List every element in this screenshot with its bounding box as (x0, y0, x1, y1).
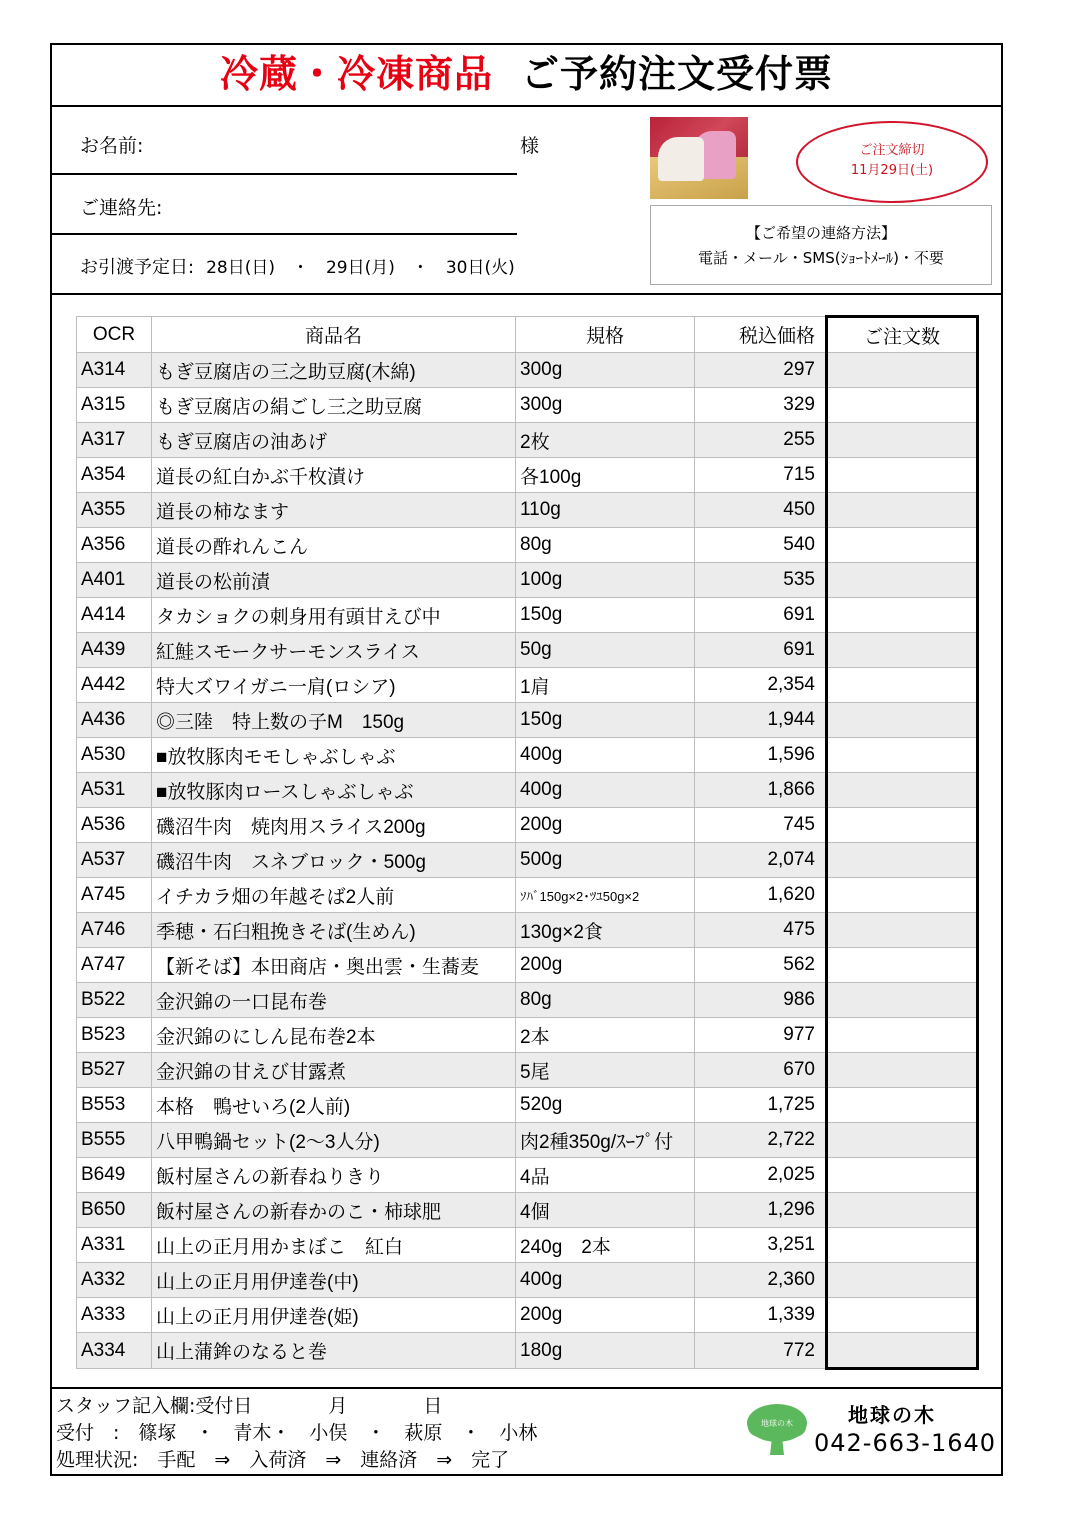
spec-cell: 500g (516, 843, 695, 878)
product-name-cell: 本格 鴨せいろ(2人前) (152, 1088, 516, 1123)
spec-cell: 300g (516, 353, 695, 388)
spec-cell: 200g (516, 948, 695, 983)
spec-cell: 180g (516, 1333, 695, 1369)
spec-cell: 400g (516, 773, 695, 808)
ocr-cell: A536 (77, 808, 152, 843)
quantity-input[interactable] (827, 1193, 978, 1228)
product-name-cell: 紅鮭スモークサーモンスライス (152, 633, 516, 668)
quantity-input[interactable] (827, 423, 978, 458)
ocr-cell: B527 (77, 1053, 152, 1088)
ocr-cell: A746 (77, 913, 152, 948)
product-name-cell: 飯村屋さんの新春かのこ・柿球肥 (152, 1193, 516, 1228)
table-row (77, 493, 978, 528)
ocr-cell: A439 (77, 633, 152, 668)
quantity-input[interactable] (827, 913, 978, 948)
product-name-cell: 山上の正月用伊達巻(中) (152, 1263, 516, 1298)
product-name-cell: 金沢錦のにしん昆布巻2本 (152, 1018, 516, 1053)
price-cell: 986 (695, 983, 827, 1018)
header-name: 商品名 (152, 317, 516, 353)
spec-cell: ｿﾊﾞ150g×2･ﾂﾕ50g×2 (516, 878, 695, 913)
quantity-input[interactable] (827, 808, 978, 843)
table-row (77, 878, 978, 913)
product-name-cell: ◎三陸 特上数の子M 150g (152, 703, 516, 738)
quantity-input[interactable] (827, 1298, 978, 1333)
table-row (77, 1088, 978, 1123)
contact-method-box (650, 205, 992, 285)
price-cell: 1,596 (695, 738, 827, 773)
price-cell: 329 (695, 388, 827, 423)
table-row (77, 353, 978, 388)
spec-cell: 150g (516, 598, 695, 633)
quantity-input[interactable] (827, 493, 978, 528)
delivery-dates[interactable]: 28日(日) ・ 29日(月) ・ 30日(火) (206, 258, 515, 278)
spec-cell: 110g (516, 493, 695, 528)
product-name-cell: 飯村屋さんの新春ねりきり (152, 1158, 516, 1193)
product-name-cell: もぎ豆腐店の三之助豆腐(木綿) (152, 353, 516, 388)
product-name-cell: 磯沼牛肉 スネブロック・500g (152, 843, 516, 878)
spec-cell: 4個 (516, 1193, 695, 1228)
quantity-input[interactable] (827, 353, 978, 388)
staff-receivers: 受付 : 篠塚 ・ 青木・ 小俣 ・ 萩原 ・ 小林 (56, 1422, 538, 1444)
product-name-cell: タカショクの刺身用有頭甘えび中 (152, 598, 516, 633)
title-black-part: ご予約注文受付票 (521, 52, 834, 96)
product-name-cell: 特大ズワイガニ一肩(ロシア) (152, 668, 516, 703)
spec-cell: 4品 (516, 1158, 695, 1193)
spec-cell: 2本 (516, 1018, 695, 1053)
spec-cell: 520g (516, 1088, 695, 1123)
order-form (50, 43, 1003, 1476)
ocr-cell: B649 (77, 1158, 152, 1193)
name-label: お名前: (80, 135, 144, 157)
spec-cell: 2枚 (516, 423, 695, 458)
ocr-cell: A531 (77, 773, 152, 808)
ocr-cell: A745 (77, 878, 152, 913)
price-cell: 2,354 (695, 668, 827, 703)
ocr-cell: A333 (77, 1298, 152, 1333)
quantity-input[interactable] (827, 878, 978, 913)
table-row (77, 738, 978, 773)
table-row (77, 633, 978, 668)
quantity-input[interactable] (827, 388, 978, 423)
product-name-cell: 山上の正月用伊達巻(姫) (152, 1298, 516, 1333)
quantity-input[interactable] (827, 1158, 978, 1193)
price-cell: 1,620 (695, 878, 827, 913)
table-row (77, 388, 978, 423)
quantity-input[interactable] (827, 1228, 978, 1263)
price-cell: 745 (695, 808, 827, 843)
product-name-cell: 金沢錦の甘えび甘露煮 (152, 1053, 516, 1088)
price-cell: 1,725 (695, 1088, 827, 1123)
staff-section (56, 1393, 537, 1474)
photo-white-kamaboko (658, 137, 704, 181)
quantity-input[interactable] (827, 1123, 978, 1158)
spec-cell: 1肩 (516, 668, 695, 703)
spec-cell: 130g×2食 (516, 913, 695, 948)
ocr-cell: A747 (77, 948, 152, 983)
price-cell: 2,025 (695, 1158, 827, 1193)
brand-phone: 042-663-1640 (814, 1429, 997, 1457)
quantity-input[interactable] (827, 668, 978, 703)
price-cell: 1,866 (695, 773, 827, 808)
price-cell: 297 (695, 353, 827, 388)
product-name-cell: 道長の紅白かぶ千枚漬け (152, 458, 516, 493)
product-name-cell: 季穂・石臼粗挽きそば(生めん) (152, 913, 516, 948)
logo-text: 地球の木 (761, 1419, 793, 1428)
spec-cell: 150g (516, 703, 695, 738)
ocr-cell: B553 (77, 1088, 152, 1123)
product-name-cell: 山上蒲鉾のなると巻 (152, 1333, 516, 1369)
table-row (77, 458, 978, 493)
spec-cell: 200g (516, 1298, 695, 1333)
table-row (77, 1263, 978, 1298)
header-spec: 規格 (516, 317, 695, 353)
spec-cell: 肉2種350g/ｽｰﾌﾟ付 (516, 1123, 695, 1158)
product-table (76, 315, 979, 1370)
table-row (77, 1018, 978, 1053)
spec-cell: 400g (516, 1263, 695, 1298)
ocr-cell: A332 (77, 1263, 152, 1298)
table-row (77, 1053, 978, 1088)
contact-method-title: 【ご希望の連絡方法】 (745, 224, 896, 242)
table-row (77, 808, 978, 843)
product-name-cell: 道長の柿なます (152, 493, 516, 528)
quantity-input[interactable] (827, 1088, 978, 1123)
ocr-cell: A355 (77, 493, 152, 528)
quantity-input[interactable] (827, 458, 978, 493)
price-cell: 2,360 (695, 1263, 827, 1298)
quantity-input[interactable] (827, 1333, 978, 1369)
ocr-cell: A317 (77, 423, 152, 458)
product-name-cell: イチカラ畑の年越そば2人前 (152, 878, 516, 913)
table-row (77, 773, 978, 808)
price-cell: 450 (695, 493, 827, 528)
table-row (77, 528, 978, 563)
price-cell: 691 (695, 633, 827, 668)
ocr-cell: B523 (77, 1018, 152, 1053)
table-row (77, 423, 978, 458)
ocr-cell: A314 (77, 353, 152, 388)
price-cell: 977 (695, 1018, 827, 1053)
quantity-input[interactable] (827, 1053, 978, 1088)
staff-footer (52, 1387, 1001, 1476)
quantity-input[interactable] (827, 598, 978, 633)
spec-cell: 各100g (516, 458, 695, 493)
table-row (77, 668, 978, 703)
product-name-cell: 道長の松前漬 (152, 563, 516, 598)
product-name-cell: もぎ豆腐店の絹ごし三之助豆腐 (152, 388, 516, 423)
ocr-cell: A530 (77, 738, 152, 773)
price-cell: 540 (695, 528, 827, 563)
table-row (77, 1123, 978, 1158)
table-row (77, 948, 978, 983)
price-cell: 535 (695, 563, 827, 598)
price-cell: 1,944 (695, 703, 827, 738)
product-name-cell: 【新そば】本田商店・奥出雲・生蕎麦 (152, 948, 516, 983)
ocr-cell: A334 (77, 1333, 152, 1369)
table-header-row (77, 317, 978, 353)
ocr-cell: A354 (77, 458, 152, 493)
spec-cell: 50g (516, 633, 695, 668)
quantity-input[interactable] (827, 528, 978, 563)
price-cell: 2,722 (695, 1123, 827, 1158)
quantity-input[interactable] (827, 1018, 978, 1053)
product-name-cell: 磯沼牛肉 焼肉用スライス200g (152, 808, 516, 843)
table-row (77, 1333, 978, 1369)
table-row (77, 1193, 978, 1228)
deadline-label: ご注文締切 (859, 143, 925, 158)
ocr-cell: B522 (77, 983, 152, 1018)
spec-cell: 100g (516, 563, 695, 598)
customer-info-section (52, 107, 1001, 295)
price-cell: 475 (695, 913, 827, 948)
header-price: 税込価格 (695, 317, 827, 353)
brand-name: 地球の木 (848, 1403, 936, 1427)
price-cell: 255 (695, 423, 827, 458)
table-row (77, 983, 978, 1018)
quantity-input[interactable] (827, 633, 978, 668)
table-body (77, 353, 978, 1369)
delivery-label: お引渡予定日: (80, 257, 195, 278)
price-cell: 772 (695, 1333, 827, 1369)
delivery-row (80, 253, 515, 279)
spec-cell: 400g (516, 738, 695, 773)
quantity-input[interactable] (827, 983, 978, 1018)
deadline-badge (796, 121, 988, 203)
ocr-cell: B555 (77, 1123, 152, 1158)
spec-cell: 200g (516, 808, 695, 843)
table-row (77, 563, 978, 598)
price-cell: 715 (695, 458, 827, 493)
ocr-cell: B650 (77, 1193, 152, 1228)
table-row (77, 1228, 978, 1263)
contact-method-options[interactable]: 電話・メール・SMS(ｼｮｰﾄﾒｰﾙ)・不要 (698, 249, 944, 267)
quantity-input[interactable] (827, 773, 978, 808)
ocr-cell: A537 (77, 843, 152, 878)
quantity-input[interactable] (827, 703, 978, 738)
table-row (77, 843, 978, 878)
product-name-cell: ■放牧豚肉ロースしゃぶしゃぶ (152, 773, 516, 808)
spec-cell: 80g (516, 983, 695, 1018)
product-name-cell: ■放牧豚肉モモしゃぶしゃぶ (152, 738, 516, 773)
ocr-cell: A442 (77, 668, 152, 703)
contact-field[interactable] (52, 233, 517, 235)
quantity-input[interactable] (827, 563, 978, 598)
product-name-cell: 山上の正月用かまぼこ 紅白 (152, 1228, 516, 1263)
price-cell: 3,251 (695, 1228, 827, 1263)
ocr-cell: A414 (77, 598, 152, 633)
ocr-cell: A315 (77, 388, 152, 423)
table-row (77, 1298, 978, 1333)
honorific: 様 (520, 135, 540, 157)
quantity-input[interactable] (827, 948, 978, 983)
page-title (52, 45, 1001, 107)
product-name-cell: 八甲鴨鍋セット(2～3人分) (152, 1123, 516, 1158)
ocr-cell: A356 (77, 528, 152, 563)
product-name-cell: 金沢錦の一口昆布巻 (152, 983, 516, 1018)
tree-logo-icon (746, 1401, 808, 1459)
price-cell: 691 (695, 598, 827, 633)
price-cell: 1,296 (695, 1193, 827, 1228)
product-name-cell: 道長の酢れんこん (152, 528, 516, 563)
quantity-input[interactable] (827, 1263, 978, 1298)
header-ocr: OCR (77, 317, 152, 353)
deadline-date: 11月29日(土) (850, 163, 934, 178)
quantity-input[interactable] (827, 738, 978, 773)
table-row (77, 913, 978, 948)
table-row (77, 598, 978, 633)
product-name-cell: もぎ豆腐店の油あげ (152, 423, 516, 458)
kamaboko-photo (650, 117, 748, 199)
table-row (77, 1158, 978, 1193)
ocr-cell: A436 (77, 703, 152, 738)
contact-label: ご連絡先: (80, 197, 163, 219)
header-qty: ご注文数 (827, 317, 978, 353)
spec-cell: 240g 2本 (516, 1228, 695, 1263)
price-cell: 2,074 (695, 843, 827, 878)
price-cell: 1,339 (695, 1298, 827, 1333)
table-row (77, 703, 978, 738)
spec-cell: 5尾 (516, 1053, 695, 1088)
ocr-cell: A331 (77, 1228, 152, 1263)
spec-cell: 80g (516, 528, 695, 563)
staff-status: 処理状況: 手配 ⇒ 入荷済 ⇒ 連絡済 ⇒ 完了 (56, 1449, 510, 1471)
staff-receipt-date: スタッフ記入欄:受付日 月 日 (56, 1395, 443, 1417)
quantity-input[interactable] (827, 843, 978, 878)
title-red-part: 冷蔵・冷凍商品 (219, 52, 493, 96)
price-cell: 562 (695, 948, 827, 983)
name-field[interactable] (52, 173, 517, 175)
spec-cell: 300g (516, 388, 695, 423)
ocr-cell: A401 (77, 563, 152, 598)
price-cell: 670 (695, 1053, 827, 1088)
